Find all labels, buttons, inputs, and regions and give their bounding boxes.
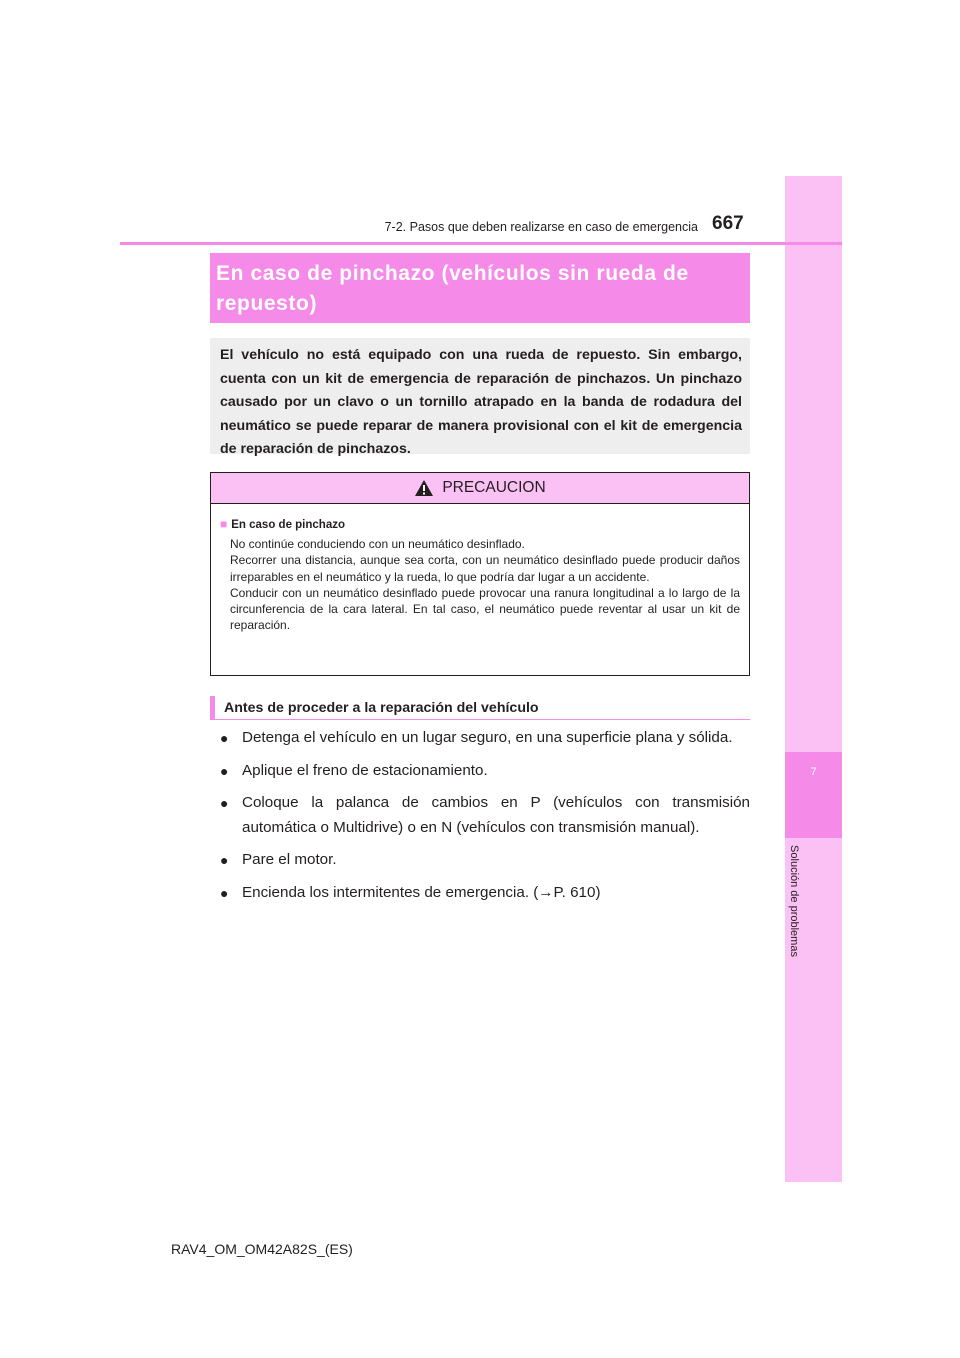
list-item [220, 726, 750, 751]
list-item-text: Detenga el vehículo en un lugar seguro, en una superficie plana y sólida. [242, 729, 733, 746]
list-item-text: Aplique el freno de estacionamiento. [242, 761, 488, 779]
section-title-line1: En caso de pinchazo (vehículos sin rueda de [216, 262, 689, 285]
warning-triangle-icon [414, 479, 434, 497]
caution-body [211, 504, 749, 633]
section-title-line2: repuesto) [216, 292, 318, 315]
bullet-dot-icon: ● [220, 762, 229, 779]
bullet-dot-icon: ● [220, 730, 229, 746]
subsection-accent-bar [210, 696, 215, 720]
section-title [210, 253, 750, 323]
list-item [220, 791, 750, 840]
caution-item-title [220, 516, 740, 533]
caution-paragraph: No continúe conduciendo con un neumático desinflado. [230, 537, 525, 552]
list-item [220, 881, 750, 906]
running-header: 7-2. Pasos que deben realizarse en caso de emergencia [384, 220, 698, 234]
chapter-label-text: Solución de problemas [788, 844, 800, 957]
chapter-side-tab [785, 176, 842, 1182]
bullet-dot-icon: ● [220, 795, 229, 811]
intro-paragraph: El vehículo no está equipado con una rueda de repuesto. Sin embargo, cuenta con un kit de emergencia de reparación de pinchazos. Un pinchazo causado por un clavo o un tornillo atrapado en la banda de rodadura del neumático se puede reparar de manera provisional con el kit de emergencia de reparación de pinchazos. [210, 338, 750, 454]
document-code: RAV4_OM_OM42A82S_(ES) [171, 1241, 353, 1257]
list-item-text: Encienda los intermitentes de emergencia. (→P. 610) [242, 883, 601, 901]
subsection-title: Antes de proceder a la reparación del vehículo [224, 699, 539, 716]
caution-paragraph: Conducir con un neumático desinflado puede provocar una ranura longitudinal a lo largo de la circunferencia de la cara lateral. En tal caso, el neumático puede reventar al usar un kit de reparación. [230, 585, 740, 633]
caution-box [210, 472, 750, 676]
caution-item-title-text: En caso de pinchazo [231, 519, 345, 531]
caution-text [220, 536, 740, 633]
caution-paragraph: Recorrer una distancia, aunque sea corta, con un neumático desinflado puede producir daños irreparables en el neumático y la rueda, lo que podría dar lugar a un accidente. [230, 553, 740, 584]
steps-list [220, 726, 750, 913]
list-item-text: Pare el motor. [242, 851, 337, 868]
caution-heading: PRECAUCION [442, 479, 546, 496]
chapter-label [784, 844, 804, 957]
page-number: 667 [712, 213, 744, 234]
list-item-text: Coloque la palanca de cambios en P (vehículos con transmisión automática o Multidrive) o en N (vehículos con transmisión manual). [242, 794, 750, 836]
subsection-heading [210, 696, 750, 720]
list-item [220, 848, 750, 873]
bullet-dot-icon: ● [220, 884, 229, 901]
bullet-dot-icon: ● [220, 852, 229, 868]
list-item [220, 759, 750, 784]
chapter-number-text: 7 [810, 766, 817, 778]
chapter-number [785, 752, 842, 838]
caution-header [211, 473, 749, 504]
header-divider [120, 242, 842, 245]
square-bullet-icon: ■ [220, 517, 228, 531]
